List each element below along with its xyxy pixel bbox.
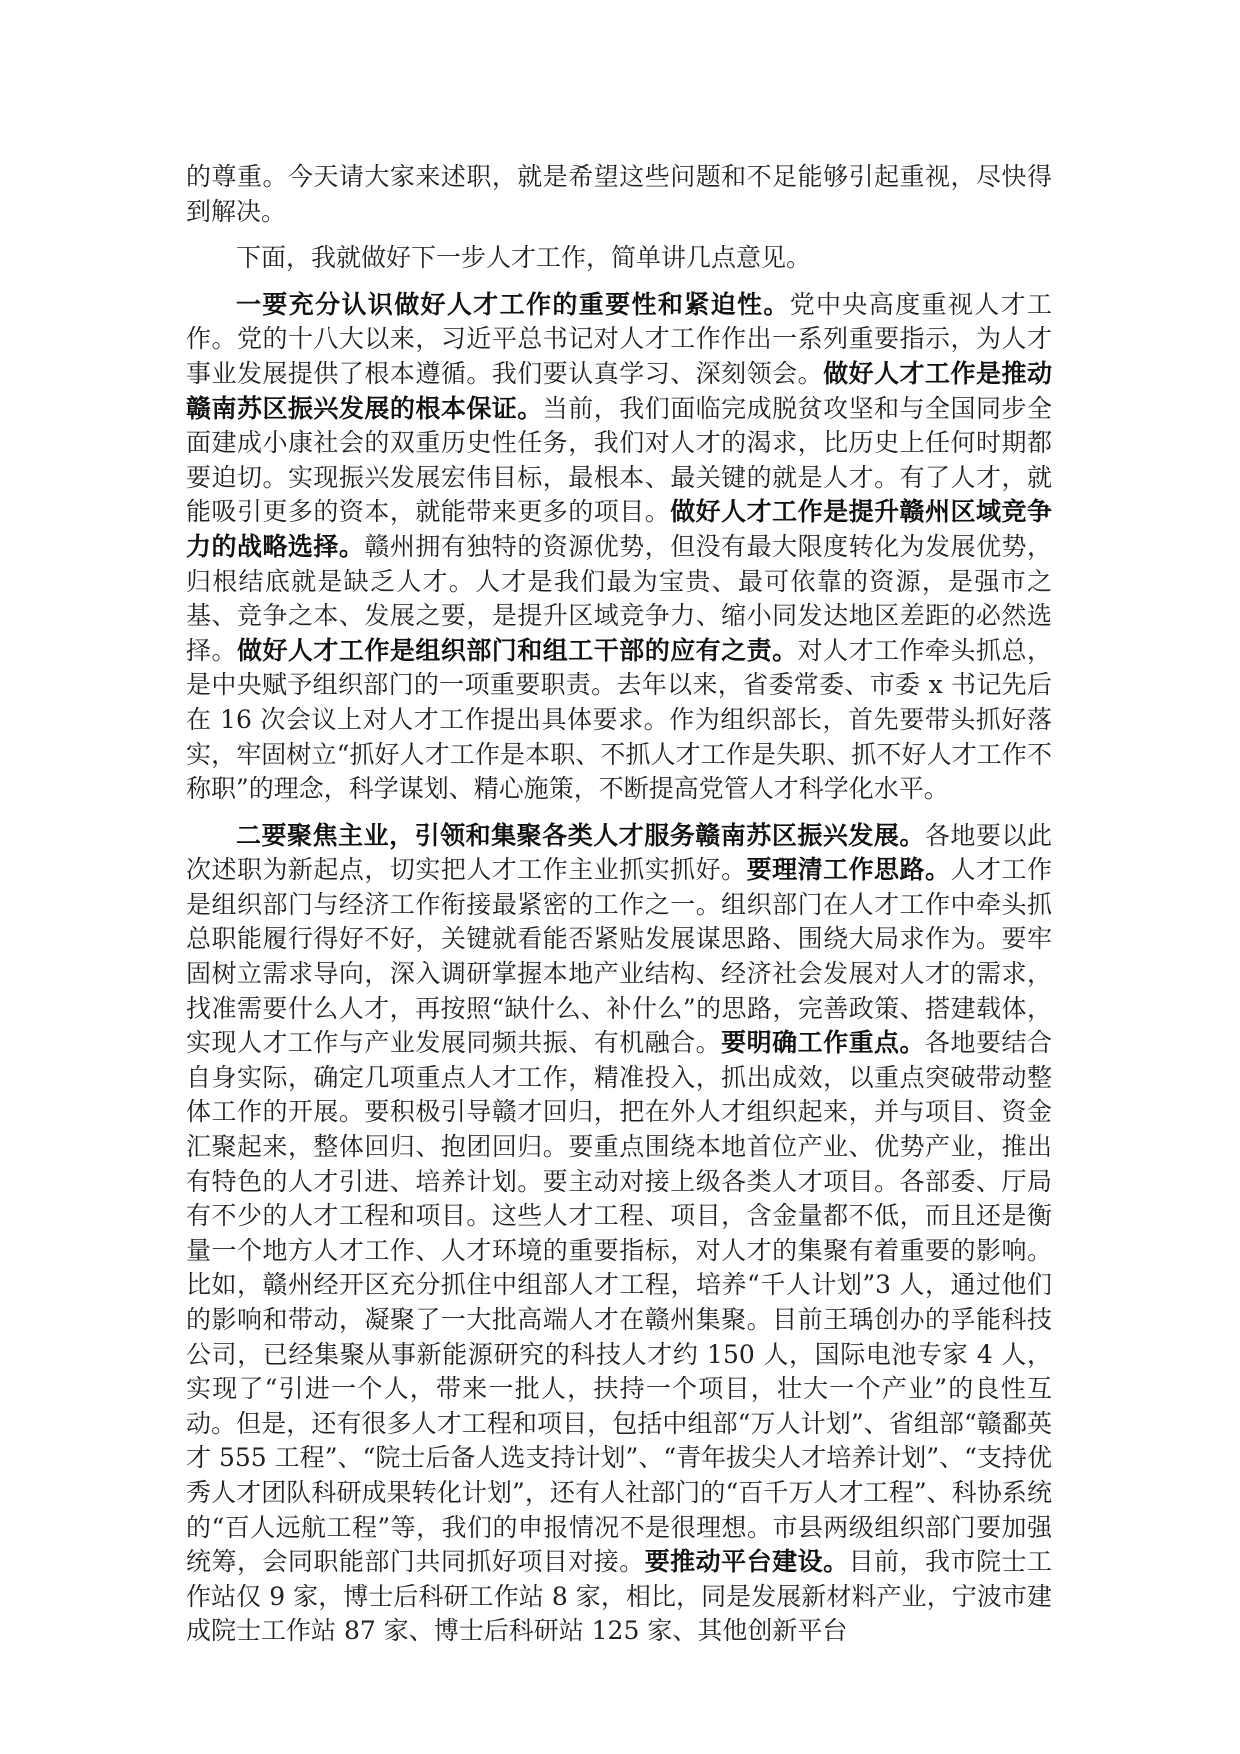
sub-point-heading: 做好人才工作是提升赣州区域竞争力的战略选择。	[186, 497, 1052, 561]
paragraph-text: 对人才工作牵头抓总，是中央赋予组织部门的一项重要职责。去年以来，省委常委、市委 x 书记先后在 16 次会议上对人才工作提出具体要求。作为组织部长，首先要带头抓好落实，牢固树立“抓好人才工作是本职、不抓人才工作是失职、抓不好人才工作不称职”的理念，科学谋划、精心施策，不断提高党管人才科学化水平。	[186, 635, 1052, 804]
paragraph-text: 各地要以此次述职为新起点，切实把人才工作主业抓实抓好。	[186, 820, 1052, 885]
sub-point-heading: 做好人才工作是组织部门和组工干部的应有之责。	[236, 635, 798, 665]
paragraph-text: 人才工作是组织部门与经济工作衔接最紧密的工作之一。组织部门在人才工作中牵头抓总职能履行得好不好，关键就看能否紧贴发展谋思路、围绕大局求作为。要牢固树立需求导向，深入调研掌握本地产业结构、经济社会发展对人才的需求，找准需要什么人才，再按照“缺什么、补什么”的思路，完善政策、搭建载体，实现人才工作与产业发展同频共振、有机融合。	[186, 855, 1052, 1058]
paragraph-text: 的尊重。今天请大家来述职，就是希望这些问题和不足能够引起重视，尽快得到解决。	[186, 162, 1052, 226]
sub-point-heading: 要理清工作思路。	[746, 855, 951, 885]
paragraph-text: 当前，我们面临完成脱贫攻坚和与全国同步全面建成小康社会的双重历史性任务，我们对人才的渴求，比历史上任何时期都要迫切。实现振兴发展宏伟目标，最根本、最关键的就是人才。有了人才，就能吸引更多的资本，就能带来更多的项目。	[186, 393, 1052, 527]
paragraph-text: 赣州拥有独特的资源优势，但没有最大限度转化为发展优势，归根结底就是缺乏人才。人才是我们最为宝贵、最可依靠的资源，是强市之基、竞争之本、发展之要，是提升区域竞争力、缩小同发达地区差距的必然选择。	[186, 531, 1052, 665]
paragraph-text: 各地要结合自身实际，确定几项重点人才工作，精准投入，抓出成效，以重点突破带动整体工作的开展。要积极引导赣才回归，把在外人才组织起来，并与项目、资金汇聚起来，整体回归、抱团回归。要重点围绕本地首位产业、优势产业，推出有特色的人才引进、培养计划。要主动对接上级各类人才项目。各部委、厅局有不少的人才工程和项目。这些人才工程、项目，含金量都不低，而且还是衡量一个地方人才工作、人才环境的重要指标，对人才的集聚有着重要的影响。比如，赣州经开区充分抓住中组部人才工程，培养“千人计划”3 人，通过他们的影响和带动，凝聚了一大批高端人才在赣州集聚。目前王瑀创办的孚能科技公司，已经集聚从事新能源研究的科技人才约 150 人，国际电池专家 4 人，实现了“引进一个人，带来一批人，扶持一个项目，壮大一个产业”的良性互动。但是，还有很多人才工程和项目，包括中组部“万人计划”、省组部“赣鄱英才 555 工程”、“院士后备人选支持计划”、“青年拔尖人才培养计划”、“支持优秀人才团队科研成果转化计划”，还有人社部门的“百千万人才工程”、科协系统的“百人远航工程”等，我们的申报情况不是很理想。市县两级组织部门要加强统筹，会同职能部门共同抓好项目对接。	[186, 1028, 1052, 1577]
paragraph-point-one	[186, 288, 1052, 807]
paragraph-text: 党中央高度重视人才工作。党的十八大以来，习近平总书记对人才工作作出一系列重要指示，为人才事业发展提供了根本遵循。我们要认真学习、深刻领会。	[186, 289, 1052, 388]
sub-point-heading: 要推动平台建设。	[644, 1547, 849, 1577]
sub-point-heading: 做好人才工作是推动赣南苏区振兴发展的根本保证。	[186, 358, 1052, 423]
paragraph-text: 下面，我就做好下一步人才工作，简单讲几点意见。	[236, 243, 812, 273]
document-body	[186, 160, 1052, 1649]
point-heading: 二要聚焦主业，引领和集聚各类人才服务赣南苏区振兴发展。	[236, 820, 925, 850]
paragraph-point-two	[186, 819, 1052, 1649]
paragraph-closing-remark	[186, 160, 1052, 229]
sub-point-heading: 要明确工作重点。	[721, 1028, 926, 1058]
paragraph-intro	[186, 241, 1052, 276]
paragraph-text: 目前，我市院士工作站仅 9 家，博士后科研工作站 8 家，相比，同是发展新材料产业，宁波市建成院士工作站 87 家、博士后科研站 125 家、其他创新平台	[186, 1547, 1052, 1646]
point-heading: 一要充分认识做好人才工作的重要性和紧迫性。	[236, 289, 790, 319]
